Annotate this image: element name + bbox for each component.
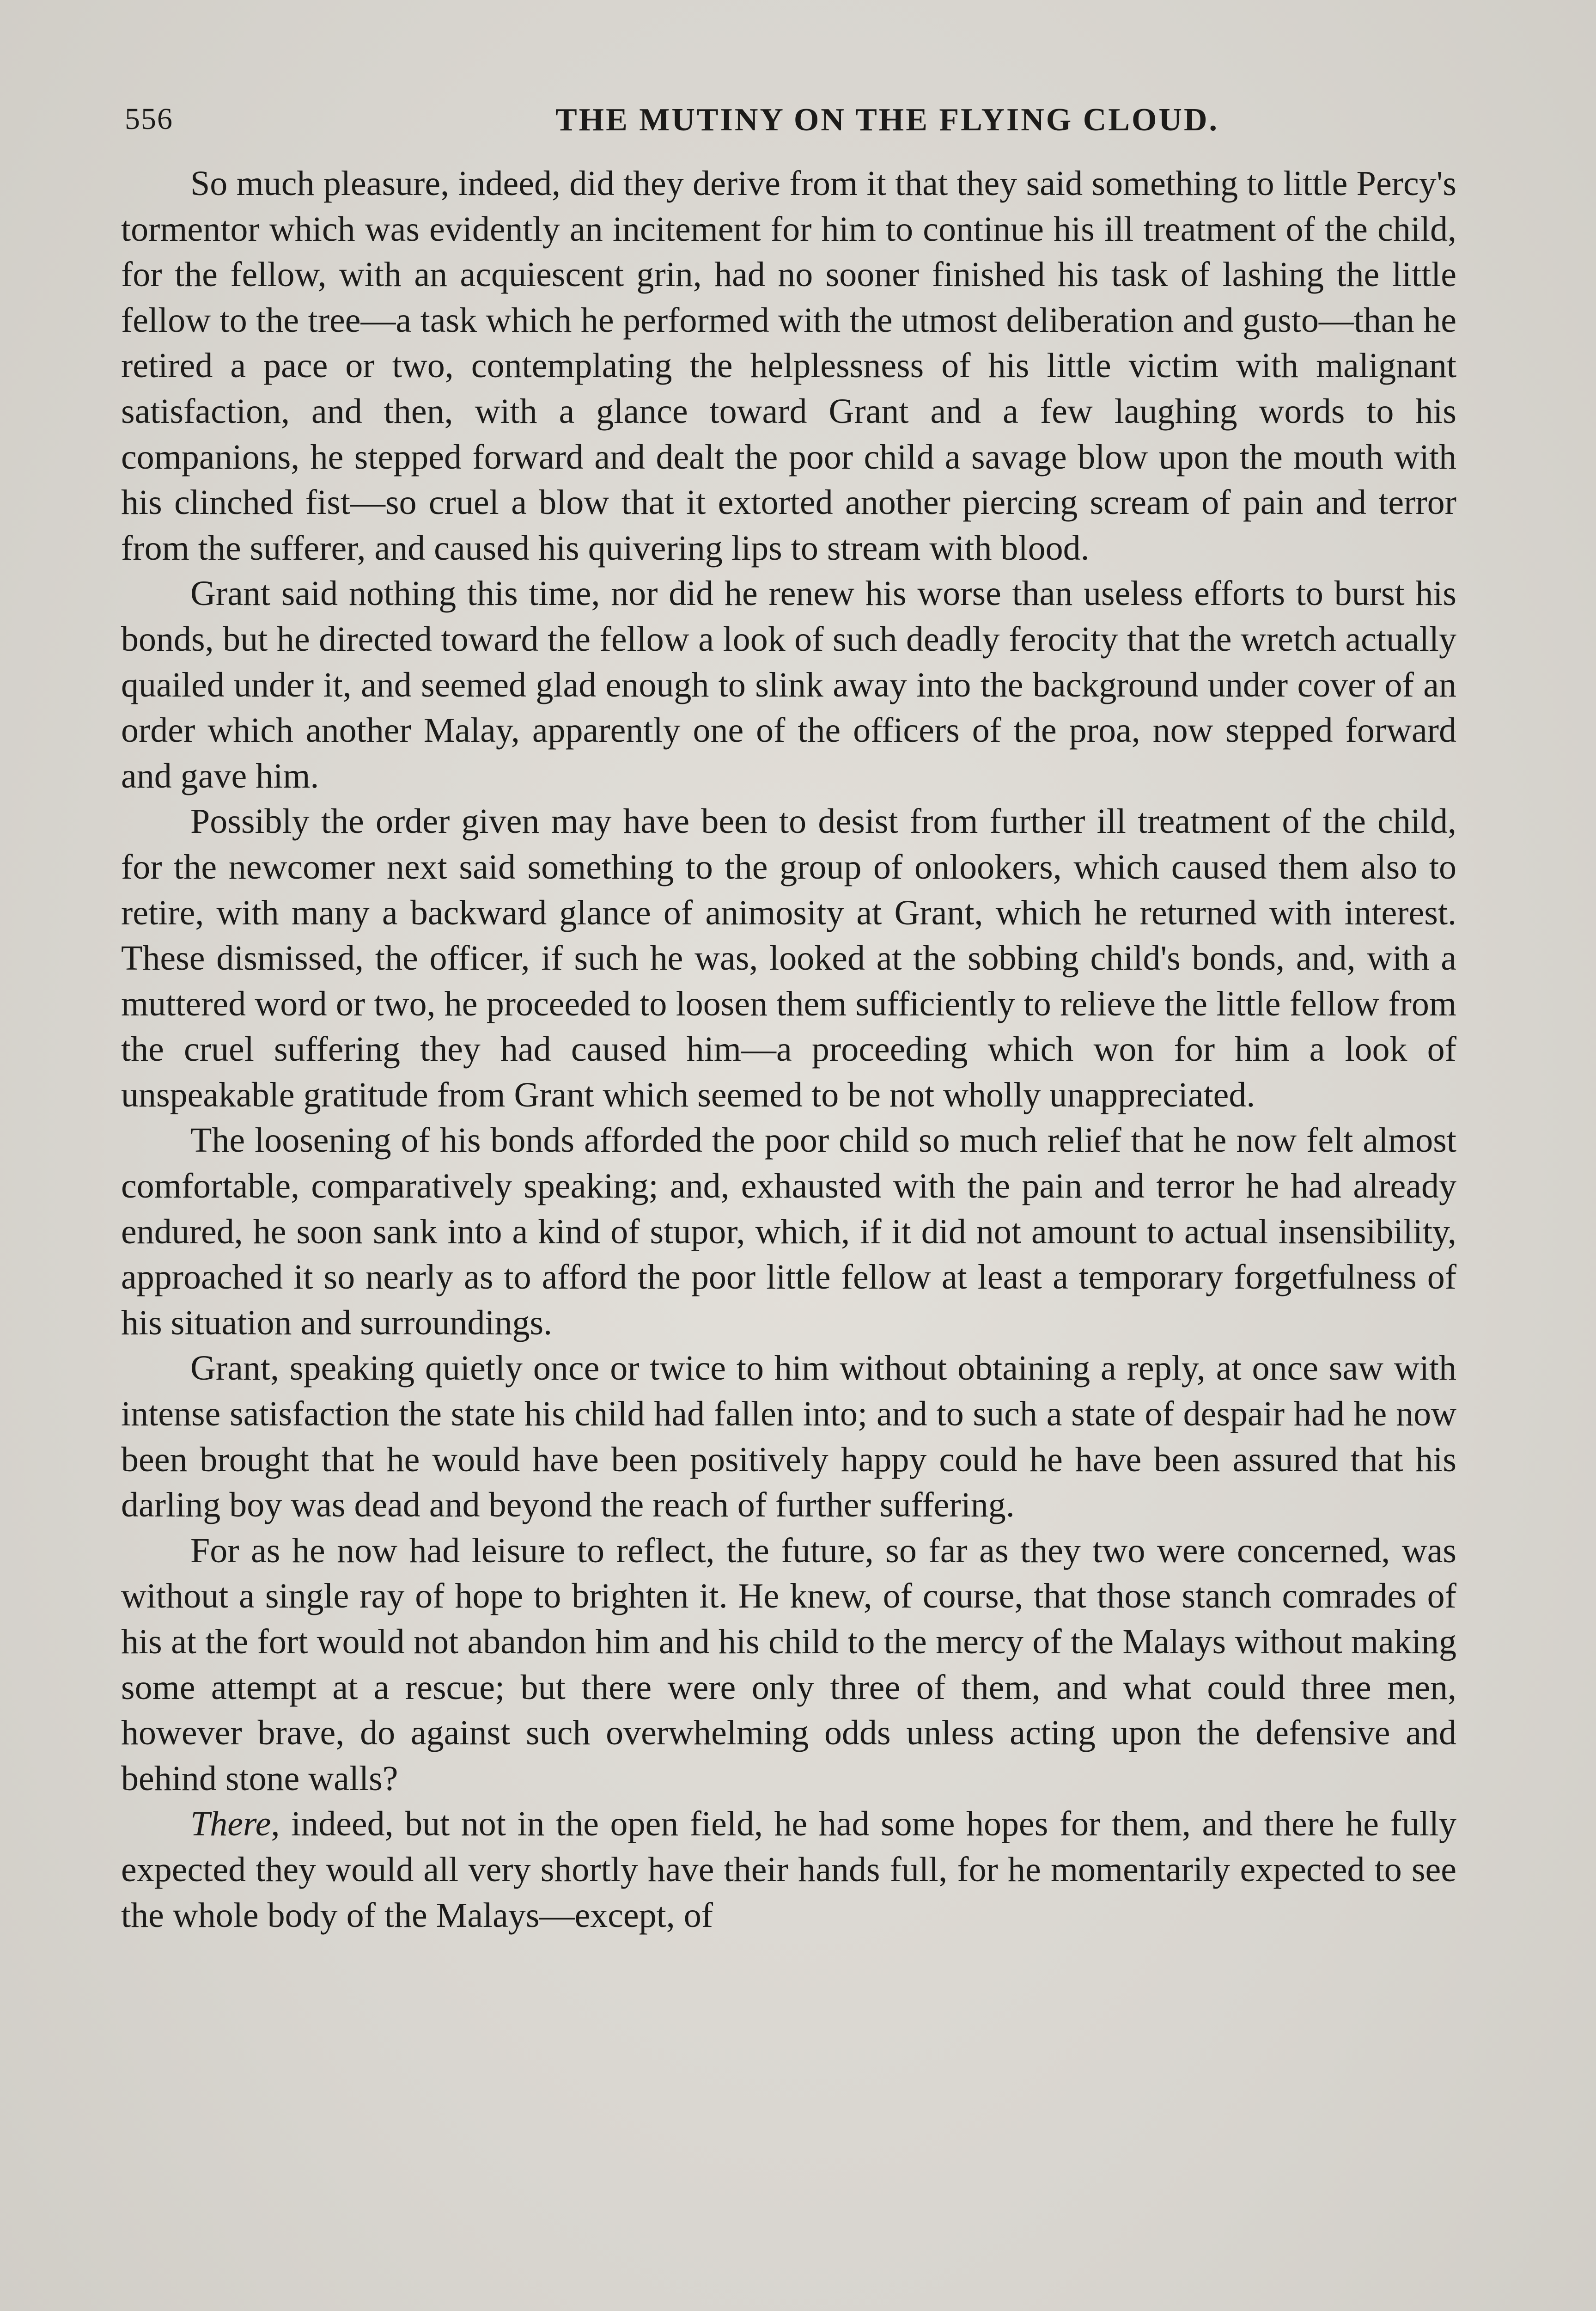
running-head: THE MUTINY ON THE FLYING CLOUD.: [555, 102, 1219, 138]
paragraph-4: The loosening of his bonds afforded the poor child so much relief that he now felt almost comfortable, comparatively speaking; and, exhausted with the pain and terror he had already endured, he soon sank into a kind of stupor, which, if it did not amount to actual insensibility, approached it so nearly as to afford the poor little fellow at least a temporary forgetfulness of his situation and surroundings.: [121, 1121, 1456, 1342]
body-text: [121, 161, 1456, 1938]
paragraph-5: Grant, speaking quietly once or twice to him without obtaining a reply, at once saw with intense satisfaction the state his child had fallen into; and to such a state of despair had he now been brought that he would have been positively happy could he have been assured that his darling boy was dead and beyond the reach of further suffering.: [121, 1349, 1456, 1525]
page-header: [125, 97, 1465, 148]
paragraph-7-rest: , indeed, but not in the open field, he had some hopes for them, and there he fully expected they would all very shortly have their hands full, for he momentarily expected to see the whole body of the Malays—except, of: [121, 1804, 1456, 1935]
paragraph-2: Grant said nothing this time, nor did he renew his worse than useless efforts to burst his bonds, but he directed toward the fellow a look of such deadly ferocity that the wretch actually quailed under it, and seemed glad enough to slink away into the background under cover of an order which another Malay, apparently one of the officers of the proa, now stepped forward and gave him.: [121, 574, 1456, 795]
paragraph-1: So much pleasure, indeed, did they derive from it that they said something to little Percy's tormentor which was evidently an incitement for him to continue his ill treatment of the child, for the fellow, with an acquiescent grin, had no sooner finished his task of lashing the little fellow to the tree—a task which he performed with the utmost deliberation and gusto—than he retired a pace or two, contemplating the helplessness of his little victim with malignant satisfaction, and then, with a glance toward Grant and a few laughing words to his companions, he stepped forward and dealt the poor child a savage blow upon the mouth with his clinched fist—so cruel a blow that it extorted another piercing scream of pain and terror from the sufferer, and caused his quivering lips to stream with blood.: [121, 164, 1456, 568]
paragraph-6: For as he now had leisure to reflect, the future, so far as they two were concerned, was without a single ray of hope to brighten it. He knew, of course, that those stanch comrades of his at the fort would not abandon him and his child to the mercy of the Malays without making some attempt at a rescue; but there were only three of them, and what could three men, however brave, do against such overwhelming odds unless acting upon the defensive and behind stone walls?: [121, 1531, 1456, 1798]
paragraph-3: Possibly the order given may have been to desist from further ill treatment of the child, for the newcomer next said something to the group of onlookers, which caused them also to retire, with many a backward glance of animosity at Grant, which he returned with interest. These dismissed, the officer, if such he was, looked at the sobbing child's bonds, and, with a muttered word or two, he proceeded to loosen them sufficiently to relieve the little fellow from the cruel suffering they had caused him—a proceeding which won for him a look of unspeakable gratitude from Grant which seemed to be not wholly unappreciated.: [121, 802, 1456, 1114]
paragraph-7: [121, 1801, 1456, 1938]
page-number: 556: [125, 102, 173, 136]
italic-lead: There: [190, 1804, 271, 1844]
